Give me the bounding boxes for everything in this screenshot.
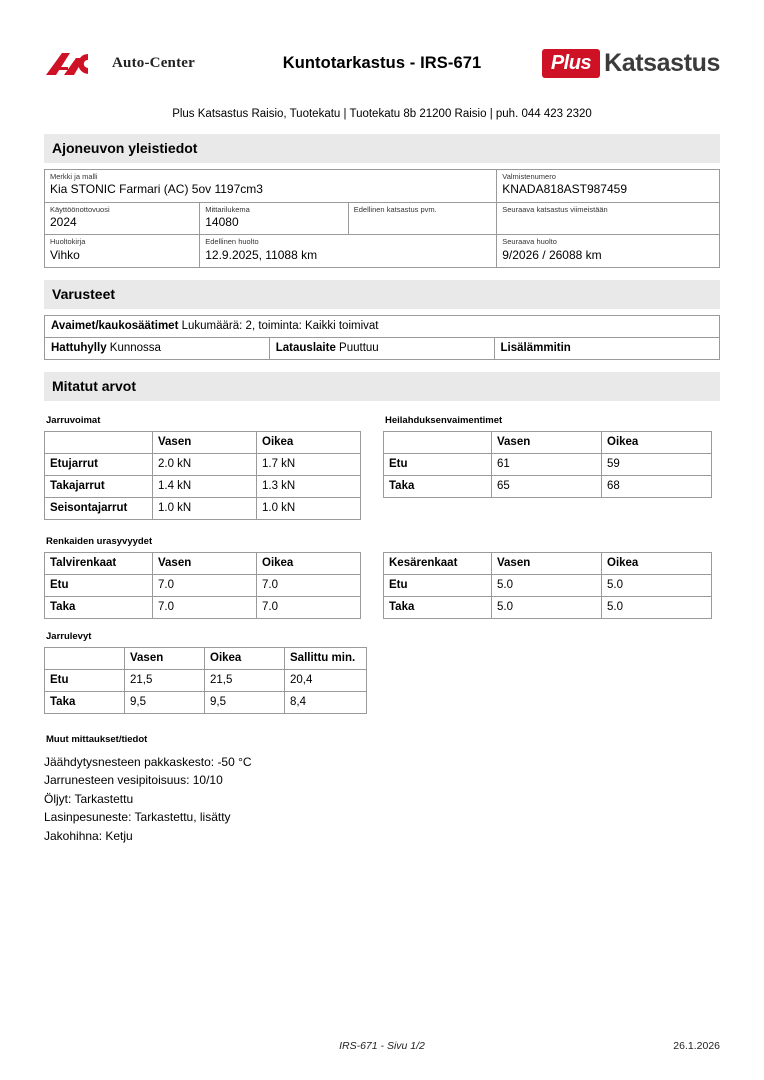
field-huoltokirja: Huoltokirja Vihko <box>45 235 200 268</box>
footer-page-label: IRS-671 - Sivu 1/2 <box>339 1040 425 1052</box>
table-row: Takajarrut 1.4 kN 1.3 kN <box>45 475 361 497</box>
tread-caption: Renkaiden urasyvyydet <box>46 535 153 547</box>
table-header-row: Vasen Oikea <box>45 431 361 453</box>
field-kayttoonottovuosi: Käyttöönottovuosi 2024 <box>45 202 200 235</box>
table-row: Etu 21,5 21,5 20,4 <box>45 669 367 691</box>
table-row: Taka 9,5 9,5 8,4 <box>45 691 367 713</box>
table-row: Seisontajarrut 1.0 kN 1.0 kN <box>45 497 361 519</box>
measurement-row-2 <box>44 536 720 619</box>
field-mittarilukema: Mittarilukema 14080 <box>200 202 349 235</box>
table-row: Etu 5.0 5.0 <box>384 574 712 596</box>
tread-summer-block <box>383 536 712 619</box>
tread-summer-table <box>383 552 712 619</box>
document-header <box>44 36 720 90</box>
table-row: Etu 61 59 <box>384 453 712 475</box>
other-line: Jäähdytysnesteen pakkaskesto: -50 °C <box>44 754 252 769</box>
table-row: Taka 65 68 <box>384 475 712 497</box>
other-line: Öljyt: Tarkastettu <box>44 791 134 806</box>
other-line: Jarrunesteen vesipitoisuus: 10/10 <box>44 773 223 788</box>
table-row: Taka 7.0 7.0 <box>45 596 361 618</box>
brake-discs-caption: Jarrulevyt <box>46 630 92 642</box>
general-info-table <box>44 169 720 268</box>
table-header-row: Kesärenkaat Vasen Oikea <box>384 552 712 574</box>
field-seuraava-huolto: Seuraava huolto 9/2026 / 26088 km <box>497 235 720 268</box>
measurement-row-1 <box>44 415 720 520</box>
brake-forces-table <box>44 431 361 520</box>
field-merkki-ja-malli: Merkki ja malli Kia STONIC Farmari (AC) 5ov 1197cm3 <box>45 170 497 203</box>
table-header-row: Vasen Oikea <box>384 431 712 453</box>
tread-winter-block <box>44 536 361 619</box>
brake-forces-caption: Jarruvoimat <box>46 414 101 426</box>
section-heading-measurements: Mitatut arvot <box>44 372 720 401</box>
table-header-row: Vasen Oikea Sallittu min. <box>45 647 367 669</box>
brake-discs-table <box>44 647 367 714</box>
dampers-caption: Heilahduksenvaimentimet <box>385 414 503 426</box>
station-contact-line: Plus Katsastus Raisio, Tuotekatu | Tuotekatu 8b 21200 Raisio | puh. 044 423 2320 <box>172 108 592 120</box>
katsastus-wordmark: Katsastus <box>604 48 720 77</box>
table-row <box>45 337 720 359</box>
autocenter-logo-text: Auto-Center <box>112 54 196 71</box>
equipment-latauslaite: Latauslaite Puuttuu <box>269 337 494 359</box>
footer-date: 26.1.2026 <box>673 1040 720 1052</box>
page-title: Kuntotarkastus - IRS-671 <box>282 53 482 72</box>
dampers-block <box>383 415 712 520</box>
pluskatsastus-logo <box>510 49 720 78</box>
section-heading-general: Ajoneuvon yleistiedot <box>44 134 720 163</box>
equipment-hattuhylly: Hattuhylly Kunnossa <box>45 337 270 359</box>
other-line: Jakohihna: Ketju <box>44 829 133 844</box>
tread-summer-caption <box>385 536 712 547</box>
tread-winter-table <box>44 552 361 619</box>
ac-logo-icon <box>44 48 106 78</box>
brake-forces-block <box>44 415 361 520</box>
field-seuraava-katsastus: Seuraava katsastus viimeistään <box>497 202 720 235</box>
equipment-lisalammitin: Lisälämmitin <box>494 337 719 359</box>
dampers-table <box>383 431 712 498</box>
brake-discs-block <box>44 631 720 714</box>
field-edellinen-huolto: Edellinen huolto 12.9.2025, 11088 km <box>200 235 497 268</box>
table-row <box>45 315 720 337</box>
table-row <box>45 235 720 268</box>
other-measurements-caption: Muut mittaukset/tiedot <box>46 733 148 745</box>
table-row: Etu 7.0 7.0 <box>45 574 361 596</box>
section-heading-equipment: Varusteet <box>44 280 720 309</box>
equipment-table <box>44 315 720 360</box>
autocenter-logo <box>44 48 254 78</box>
field-valmistenumero: Valmistenumero KNADA818AST987459 <box>497 170 720 203</box>
page-footer <box>44 1040 720 1052</box>
plus-badge: Plus <box>542 49 600 78</box>
other-line: Lasinpesuneste: Tarkastettu, lisätty <box>44 810 231 825</box>
table-header-row: Talvirenkaat Vasen Oikea <box>45 552 361 574</box>
field-edellinen-katsastus: Edellinen katsastus pvm. <box>348 202 497 235</box>
table-row <box>45 202 720 235</box>
measurements-area <box>44 415 720 846</box>
table-row: Etujarrut 2.0 kN 1.7 kN <box>45 453 361 475</box>
equipment-keys: Avaimet/kaukosäätimet Lukumäärä: 2, toiminta: Kaikki toimivat <box>45 315 720 337</box>
table-row <box>45 170 720 203</box>
table-row: Taka 5.0 5.0 <box>384 596 712 618</box>
